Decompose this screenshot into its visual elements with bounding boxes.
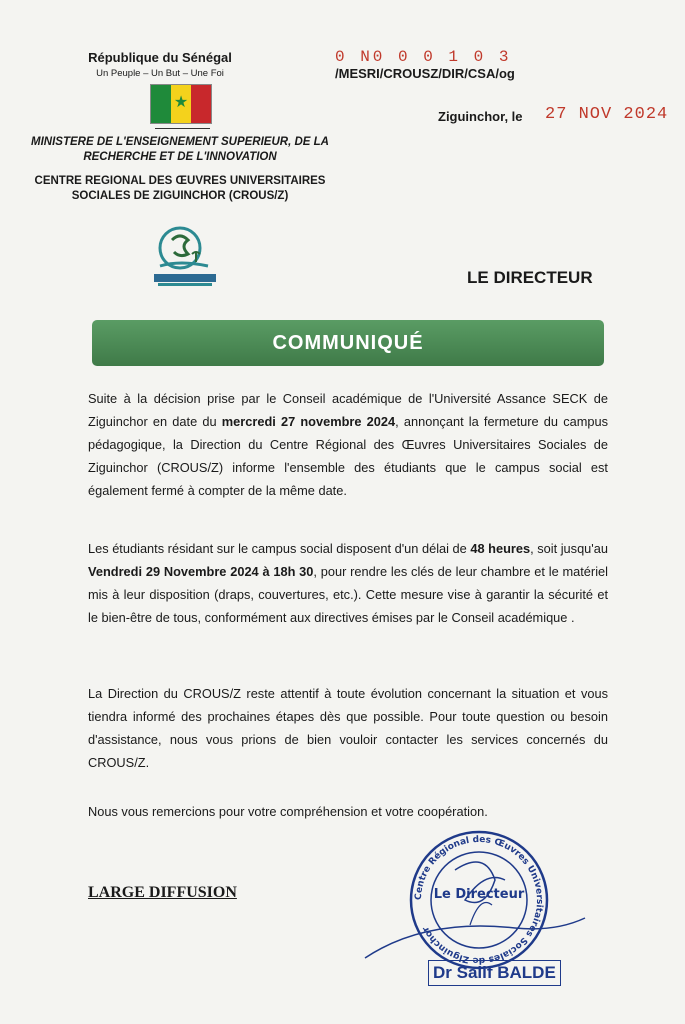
divider (155, 128, 210, 129)
p1-text-a: Suite à la décision prise par le Conseil académique de l'Université Assance SECK de Ziguinchor en date du (88, 391, 608, 429)
stamp-center-text: Le Directeur (433, 887, 525, 902)
diffusion-label: LARGE DIFFUSION (88, 884, 237, 901)
p2-text-c: , soit jusqu'au (530, 541, 608, 556)
senegal-flag-icon: ★ (150, 84, 212, 124)
paragraph-2 (88, 537, 608, 629)
national-motto: Un Peuple – Un But – Une Foi (96, 68, 224, 79)
place-label: Ziguinchor, le (438, 109, 523, 124)
stamp-arc-text: Centre Régional des Œuvres Universitaires Sociales de Ziguinchor (413, 834, 545, 966)
p2-delay: 48 heures (470, 541, 531, 556)
p1-date: mercredi 27 novembre 2024 (221, 414, 396, 429)
signatory-title: LE DIRECTEUR (467, 268, 593, 287)
signatory-name: Dr Salif BALDE (428, 960, 561, 986)
reference-path: /MESRI/CROUSZ/DIR/CSA/og (335, 66, 515, 81)
reference-digits: 0 N0 0 0 1 0 3 (335, 48, 512, 66)
p2-text-e: , pour rendre les clés de leur chambre et le matériel mis à leur disposition (draps, couvertures, etc.). Cette mesure vise à garantir la sécurité et le bien-être de tous, conformément aux directives émises par le Conseil académique . (88, 564, 608, 625)
date-stamp: 27 NOV 2024 (545, 105, 669, 124)
paragraph-1 (88, 387, 608, 502)
crous-logo-icon (150, 222, 220, 290)
p2-text-a: Les étudiants résidant sur le campus social disposent d'un délai de (88, 541, 471, 556)
communique-banner: COMMUNIQUÉ (92, 320, 604, 366)
paragraph-4: Nous vous remercions pour votre compréhension et votre coopération. (88, 804, 488, 819)
reference-number (335, 48, 685, 82)
p2-deadline: Vendredi 29 Novembre 2024 à 18h 30 (88, 564, 314, 579)
ministry-name: MINISTERE DE L'ENSEIGNEMENT SUPERIEUR, DE LA RECHERCHE ET DE L'INNOVATION (31, 136, 329, 163)
paragraph-3: La Direction du CROUS/Z reste attentif à toute évolution concernant la situation et vous tiendra informé des prochaines étapes dès que possible. Pour toute question ou besoin d'assistance, nous vous prions de bien vouloir contacter les services concernés du CROUS/Z. (88, 686, 608, 770)
centre-name: CENTRE REGIONAL DES ŒUVRES UNIVERSITAIRES SOCIALES DE ZIGUINCHOR (CROUS/Z) (34, 175, 326, 202)
country-name: République du Sénégal (88, 50, 232, 65)
p1-text-c: , annonçant la fermeture du campus pédagogique, la Direction du Centre Régional des Œuvres Universitaires Sociales de Ziguinchor (CROUS/Z) informe l'ensemble des étudiants que le campus social est également fermé à compter de la même date. (88, 414, 608, 498)
